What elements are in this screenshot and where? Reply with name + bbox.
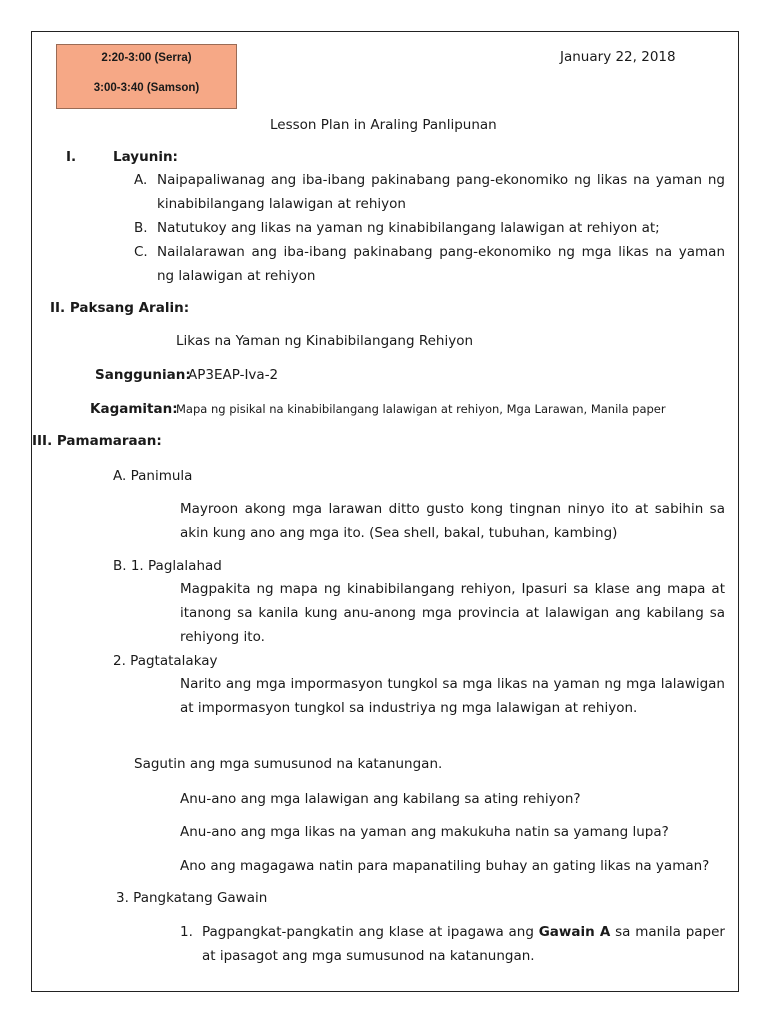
- step-2-label: 2. Pagtatalakay: [113, 653, 218, 669]
- section-heading-pamamaraan: III. Pamamaraan:: [32, 433, 162, 449]
- question-3: Ano ang magagawa natin para mapanatiling buhay an gating likas na yaman?: [180, 858, 710, 874]
- step-3-label: 3. Pangkatang Gawain: [116, 890, 268, 906]
- objective-text-a: Naipapaliwanag ang iba-ibang pakinabang pang-ekonomiko ng likas na yaman ng kinabibilangang lalawigan at rehiyon: [157, 172, 725, 212]
- step-b-text: Magpakita ng mapa ng kinabibilangang rehiyon, Ipasuri sa klase ang mapa at itanong sa kanila kung anu-anong mga provincia at lalawigan ang kabilang sa rehiyong ito.: [180, 581, 725, 645]
- schedule-box: [56, 44, 237, 109]
- step-3-item-bold: Gawain A: [538, 924, 611, 940]
- step-3-item-marker: 1.: [180, 924, 193, 940]
- step-3-item-text-before: Pagpangkat-pangkatin ang klase at ipagawa ang: [202, 924, 539, 940]
- step-a-text: Mayroon akong mga larawan ditto gusto kong tingnan ninyo ito at sabihin sa akin kung ano ang mga ito. (Sea shell, bakal, tubuhan, kambing): [180, 501, 725, 541]
- sanggunian-label: Sanggunian:: [95, 367, 191, 383]
- sanggunian-value: AP3EAP-Iva-2: [188, 367, 279, 383]
- kagamitan-label: Kagamitan:: [90, 401, 178, 417]
- objective-marker-c: C.: [134, 244, 148, 260]
- document-title: Lesson Plan in Araling Panlipunan: [270, 117, 497, 133]
- document-date: January 22, 2018: [560, 49, 676, 65]
- question-2: Anu-ano ang mga likas na yaman ang makukuha natin sa yamang lupa?: [180, 824, 669, 840]
- lesson-topic: Likas na Yaman ng Kinabibilangang Rehiyon: [176, 333, 474, 349]
- objective-marker-a: A.: [134, 172, 148, 188]
- schedule-line-1: 2:20-3:00 (Serra): [101, 52, 192, 64]
- step-3-item-text-after: sa manila paper at ipasagot ang mga sumusunod na katanungan.: [202, 924, 725, 964]
- schedule-line-2: 3:00-3:40 (Samson): [93, 82, 200, 94]
- questions-intro: Sagutin ang mga sumusunod na katanungan.: [134, 756, 443, 772]
- objective-text-b: Natutukoy ang likas na yaman ng kinabibilangang lalawigan at rehiyon at;: [157, 220, 660, 236]
- step-2-text: Narito ang mga impormasyon tungkol sa mga likas na yaman ng mga lalawigan at impormasyon tungkol sa industriya ng mga lalawigan at rehiyon.: [180, 676, 725, 716]
- kagamitan-value: Mapa ng pisikal na kinabibilangang lalawigan at rehiyon, Mga Larawan, Manila paper: [176, 402, 666, 416]
- section-numeral-1: I.: [66, 149, 77, 165]
- question-1: Anu-ano ang mga lalawigan ang kabilang sa ating rehiyon?: [180, 791, 581, 807]
- section-heading-paksang-aralin: II. Paksang Aralin:: [50, 300, 190, 316]
- objective-text-c: Nailalarawan ang iba-ibang pakinabang pang-ekonomiko ng mga likas na yaman ng lalawigan at rehiyon: [157, 244, 725, 284]
- section-heading-layunin: Layunin:: [113, 149, 178, 165]
- step-3-item-text: [202, 920, 725, 968]
- objective-marker-b: B.: [134, 220, 148, 236]
- step-b-label: B. 1. Paglalahad: [113, 558, 222, 574]
- step-a-label: A. Panimula: [113, 468, 193, 484]
